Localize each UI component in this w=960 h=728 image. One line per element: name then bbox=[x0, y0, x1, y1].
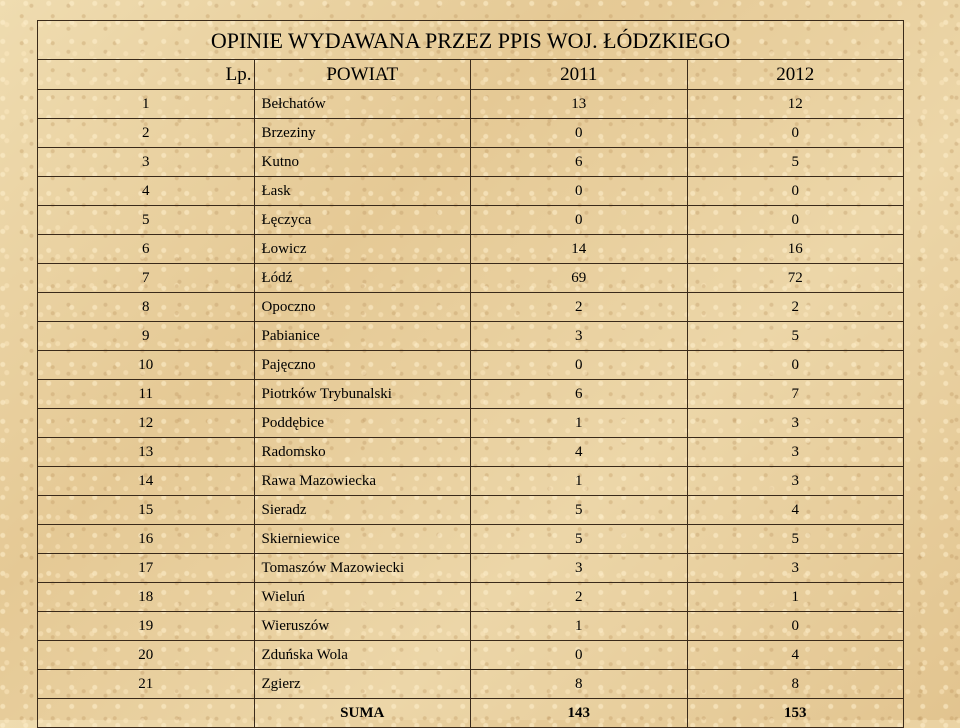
cell-powiat: Łask bbox=[254, 177, 471, 206]
cell-2011: 3 bbox=[471, 322, 688, 351]
opinions-table bbox=[37, 20, 904, 728]
cell-lp: 4 bbox=[38, 177, 255, 206]
opinions-table-container bbox=[37, 20, 904, 728]
cell-2011: 0 bbox=[471, 177, 688, 206]
cell-2011: 6 bbox=[471, 380, 688, 409]
table-row bbox=[38, 467, 904, 496]
cell-2011: 4 bbox=[471, 438, 688, 467]
cell-powiat: Wieluń bbox=[254, 583, 471, 612]
total-2011: 143 bbox=[471, 699, 688, 728]
column-header-powiat: POWIAT bbox=[254, 60, 471, 90]
cell-lp: 17 bbox=[38, 554, 255, 583]
cell-powiat: Opoczno bbox=[254, 293, 471, 322]
cell-2012: 0 bbox=[687, 119, 904, 148]
table-row bbox=[38, 293, 904, 322]
column-header-2012: 2012 bbox=[687, 60, 904, 90]
cell-lp: 11 bbox=[38, 380, 255, 409]
cell-2012: 72 bbox=[687, 264, 904, 293]
cell-2012: 3 bbox=[687, 438, 904, 467]
cell-lp: 9 bbox=[38, 322, 255, 351]
table-title: OPINIE WYDAWANA PRZEZ PPIS WOJ. ŁÓDZKIEGO bbox=[38, 21, 904, 60]
cell-powiat: Pabianice bbox=[254, 322, 471, 351]
cell-2012: 4 bbox=[687, 641, 904, 670]
cell-lp: 21 bbox=[38, 670, 255, 699]
table-row bbox=[38, 235, 904, 264]
cell-2012: 3 bbox=[687, 467, 904, 496]
cell-2011: 3 bbox=[471, 554, 688, 583]
table-row bbox=[38, 641, 904, 670]
cell-2011: 8 bbox=[471, 670, 688, 699]
table-row bbox=[38, 380, 904, 409]
table-title-row bbox=[38, 21, 904, 60]
cell-2012: 0 bbox=[687, 612, 904, 641]
table-total-row bbox=[38, 699, 904, 728]
cell-2011: 69 bbox=[471, 264, 688, 293]
table-row bbox=[38, 264, 904, 293]
table-row bbox=[38, 90, 904, 119]
cell-2012: 5 bbox=[687, 525, 904, 554]
column-header-2011: 2011 bbox=[471, 60, 688, 90]
cell-2012: 3 bbox=[687, 554, 904, 583]
cell-powiat: Łęczyca bbox=[254, 206, 471, 235]
table-row bbox=[38, 496, 904, 525]
cell-2011: 1 bbox=[471, 612, 688, 641]
cell-powiat: Zgierz bbox=[254, 670, 471, 699]
cell-lp: 2 bbox=[38, 119, 255, 148]
cell-powiat: Sieradz bbox=[254, 496, 471, 525]
cell-2011: 2 bbox=[471, 293, 688, 322]
cell-2012: 0 bbox=[687, 351, 904, 380]
cell-2011: 1 bbox=[471, 467, 688, 496]
cell-2012: 12 bbox=[687, 90, 904, 119]
table-row bbox=[38, 351, 904, 380]
cell-lp: 5 bbox=[38, 206, 255, 235]
cell-2011: 14 bbox=[471, 235, 688, 264]
cell-powiat: Kutno bbox=[254, 148, 471, 177]
table-row bbox=[38, 409, 904, 438]
cell-lp: 18 bbox=[38, 583, 255, 612]
cell-powiat: Brzeziny bbox=[254, 119, 471, 148]
cell-powiat: Łowicz bbox=[254, 235, 471, 264]
table-row bbox=[38, 554, 904, 583]
cell-lp: 13 bbox=[38, 438, 255, 467]
cell-2011: 5 bbox=[471, 525, 688, 554]
cell-2011: 2 bbox=[471, 583, 688, 612]
cell-2012: 1 bbox=[687, 583, 904, 612]
table-row bbox=[38, 612, 904, 641]
table-row bbox=[38, 438, 904, 467]
cell-2011: 5 bbox=[471, 496, 688, 525]
total-2012: 153 bbox=[687, 699, 904, 728]
cell-2011: 0 bbox=[471, 351, 688, 380]
cell-2012: 0 bbox=[687, 177, 904, 206]
cell-lp: 20 bbox=[38, 641, 255, 670]
cell-2012: 3 bbox=[687, 409, 904, 438]
cell-2011: 1 bbox=[471, 409, 688, 438]
cell-2011: 0 bbox=[471, 641, 688, 670]
cell-powiat: Rawa Mazowiecka bbox=[254, 467, 471, 496]
table-row bbox=[38, 177, 904, 206]
cell-2011: 0 bbox=[471, 119, 688, 148]
table-row bbox=[38, 206, 904, 235]
cell-powiat: Tomaszów Mazowiecki bbox=[254, 554, 471, 583]
cell-lp: 14 bbox=[38, 467, 255, 496]
cell-powiat: Bełchatów bbox=[254, 90, 471, 119]
cell-powiat: Zduńska Wola bbox=[254, 641, 471, 670]
cell-2012: 16 bbox=[687, 235, 904, 264]
cell-lp: 19 bbox=[38, 612, 255, 641]
cell-2012: 8 bbox=[687, 670, 904, 699]
cell-lp: 15 bbox=[38, 496, 255, 525]
cell-2012: 4 bbox=[687, 496, 904, 525]
cell-powiat: Poddębice bbox=[254, 409, 471, 438]
table-row bbox=[38, 148, 904, 177]
cell-lp: 3 bbox=[38, 148, 255, 177]
cell-powiat: Łódź bbox=[254, 264, 471, 293]
table-row bbox=[38, 119, 904, 148]
cell-lp: 8 bbox=[38, 293, 255, 322]
cell-2011: 6 bbox=[471, 148, 688, 177]
cell-lp: 12 bbox=[38, 409, 255, 438]
cell-powiat: Piotrków Trybunalski bbox=[254, 380, 471, 409]
table-row bbox=[38, 322, 904, 351]
cell-lp: 1 bbox=[38, 90, 255, 119]
cell-2012: 0 bbox=[687, 206, 904, 235]
cell-2012: 5 bbox=[687, 322, 904, 351]
cell-lp: 16 bbox=[38, 525, 255, 554]
cell-powiat: Radomsko bbox=[254, 438, 471, 467]
total-label: SUMA bbox=[254, 699, 471, 728]
cell-2012: 2 bbox=[687, 293, 904, 322]
cell-2012: 5 bbox=[687, 148, 904, 177]
table-body bbox=[38, 21, 904, 728]
cell-2012: 7 bbox=[687, 380, 904, 409]
cell-lp: 7 bbox=[38, 264, 255, 293]
cell-2011: 13 bbox=[471, 90, 688, 119]
cell-lp: 10 bbox=[38, 351, 255, 380]
cell-lp: 6 bbox=[38, 235, 255, 264]
cell-2011: 0 bbox=[471, 206, 688, 235]
cell-total-empty bbox=[38, 699, 255, 728]
cell-powiat: Wieruszów bbox=[254, 612, 471, 641]
cell-powiat: Skierniewice bbox=[254, 525, 471, 554]
cell-powiat: Pajęczno bbox=[254, 351, 471, 380]
column-header-lp: Lp. bbox=[38, 60, 255, 90]
table-header-row bbox=[38, 60, 904, 90]
table-row bbox=[38, 670, 904, 699]
table-row bbox=[38, 583, 904, 612]
table-row bbox=[38, 525, 904, 554]
